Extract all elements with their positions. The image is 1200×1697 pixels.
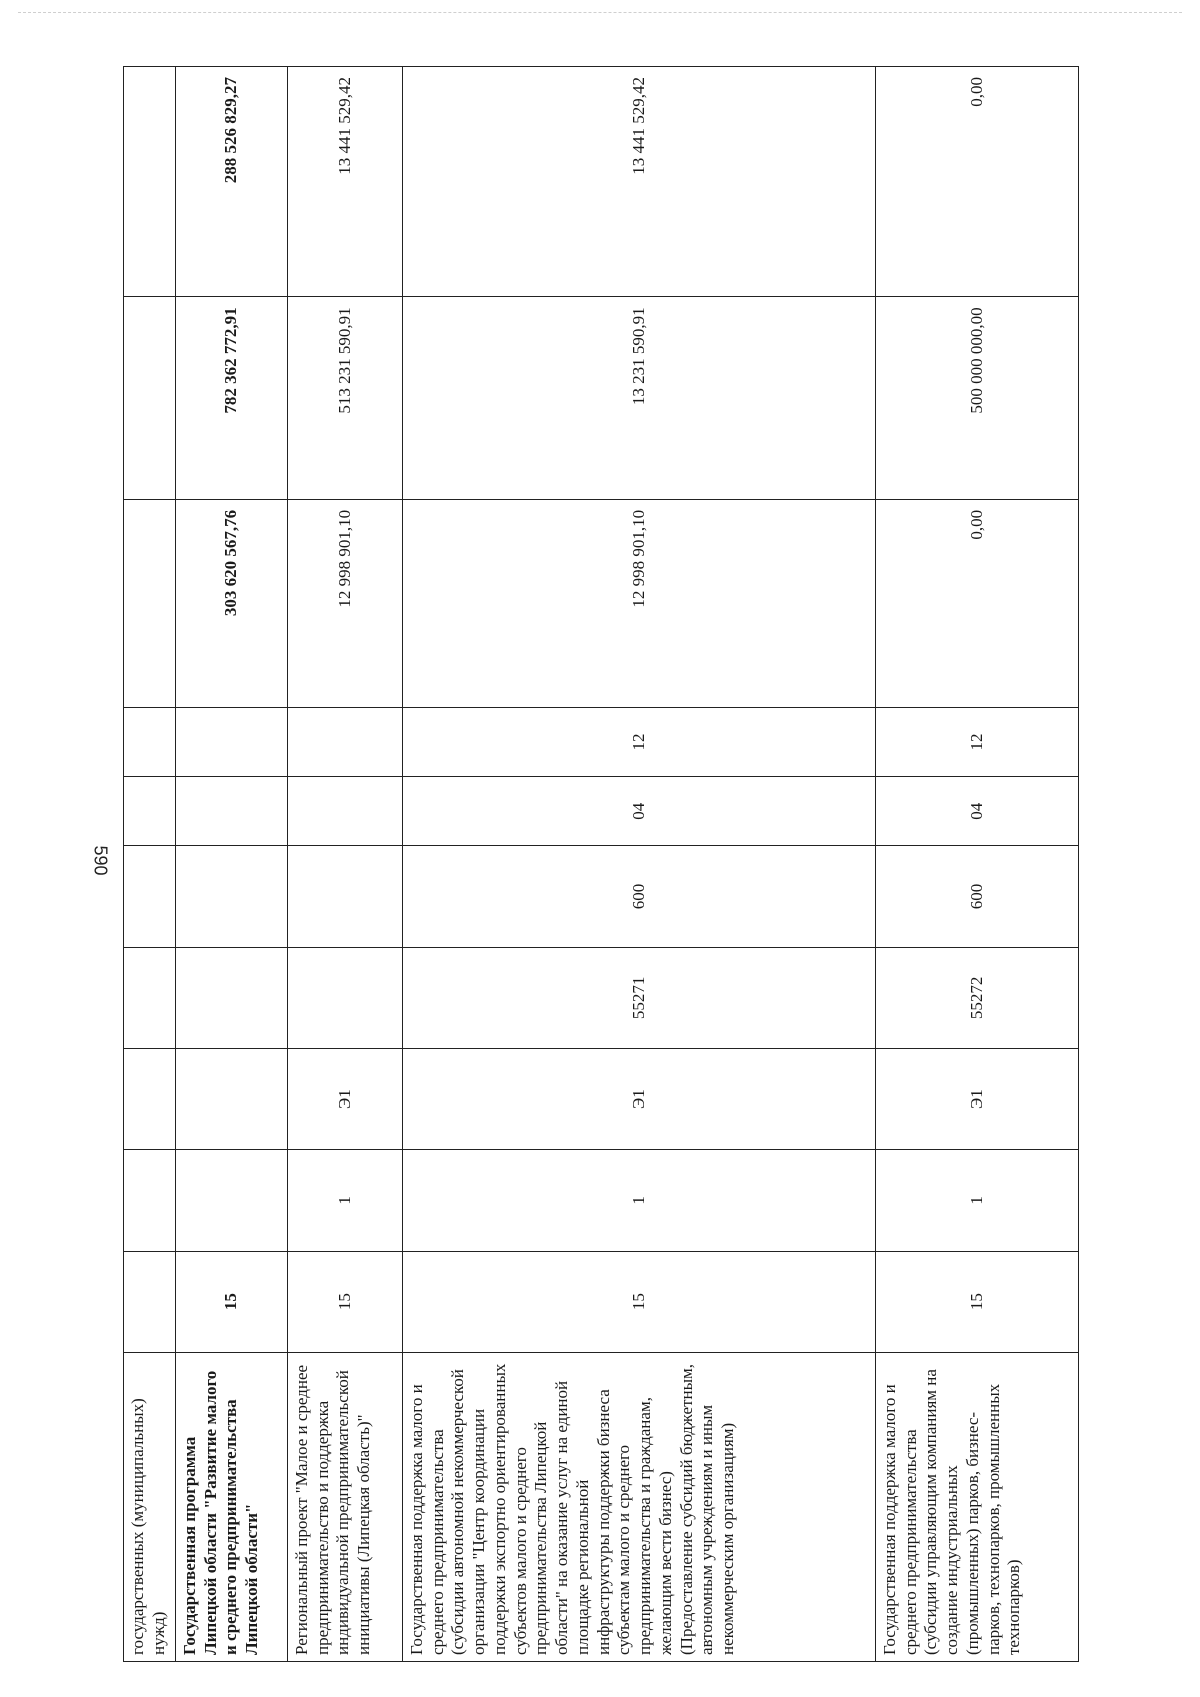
cell-amount-year3: 288 526 829,27	[176, 67, 288, 297]
cell-code-direction	[176, 947, 288, 1048]
table-row	[403, 67, 876, 1662]
table-row	[288, 67, 403, 1662]
row-name: Государственная поддержка малого и среднего предпринимательства (субсидии управляющим компаниям на создание индустриальных (промышленных) парков, бизнес-парков, технопарков, промышленных технопарков)	[876, 1352, 1079, 1661]
cell-code-project	[176, 1048, 288, 1149]
cell-amount-year1: 303 620 567,76	[176, 499, 288, 707]
cell-code-expense-type: 600	[876, 846, 1079, 947]
cell-code-program: 15	[403, 1251, 876, 1352]
cell-amount-year1: 0,00	[876, 499, 1079, 707]
page-number	[80, 845, 120, 876]
table-row	[124, 67, 176, 1662]
cell-amount-year2: 13 231 590,91	[403, 297, 876, 500]
cell-amount-year1	[124, 499, 176, 707]
cell-code-subsection: 12	[403, 707, 876, 776]
table-row	[176, 67, 288, 1662]
cell-amount-year2: 513 231 590,91	[288, 297, 403, 500]
cell-code-expense-type	[176, 846, 288, 947]
row-name: государственных (муниципальных) нужд)	[124, 1352, 176, 1661]
cell-code-section	[176, 777, 288, 846]
page-number-text: 590	[90, 845, 111, 876]
cell-code-section: 04	[876, 777, 1079, 846]
table-row	[876, 67, 1079, 1662]
row-name: Региональный проект "Малое и среднее предпринимательство и поддержка индивидуальной предпринимательской инициативы (Липецкая область)"	[288, 1352, 403, 1661]
cell-code-expense-type: 600	[403, 846, 876, 947]
cell-code-project: Э1	[876, 1048, 1079, 1149]
cell-code-subprogram: 1	[876, 1150, 1079, 1251]
cell-code-subsection	[288, 707, 403, 776]
cell-code-direction: 55272	[876, 947, 1079, 1048]
cell-code-project	[124, 1048, 176, 1149]
cell-code-program	[124, 1251, 176, 1352]
cell-amount-year3: 13 441 529,42	[288, 67, 403, 297]
cell-amount-year3	[124, 67, 176, 297]
cell-code-direction	[124, 947, 176, 1048]
cell-code-subprogram: 1	[288, 1150, 403, 1251]
cell-code-subprogram	[124, 1150, 176, 1251]
cell-code-direction: 55271	[403, 947, 876, 1048]
cell-code-program: 15	[876, 1251, 1079, 1352]
cell-amount-year2	[124, 297, 176, 500]
cell-amount-year1: 12 998 901,10	[288, 499, 403, 707]
row-name: Государственная программа Липецкой области "Развитие малого и среднего предпринимательства Липецкой области"	[176, 1352, 288, 1661]
row-name: Государственная поддержка малого и среднего предпринимательства (субсидии автономной некоммерческой организации "Центр координации поддержки экспортно ориентированных субъектов малого и среднего предпринимательства Липецкой области" на оказание услуг на единой площадке региональной инфраструктуры поддержки бизнеса субъектам малого и среднего предпринимательства и гражданам, желающим вести бизнес) (Предоставление субсидий бюджетным, автономным учреждениям и иным некоммерческим организациям)	[403, 1352, 876, 1661]
page-top-border	[18, 12, 1182, 13]
cell-code-direction	[288, 947, 403, 1048]
cell-code-section	[124, 777, 176, 846]
cell-code-project: Э1	[288, 1048, 403, 1149]
cell-amount-year1: 12 998 901,10	[403, 499, 876, 707]
cell-code-section	[288, 777, 403, 846]
cell-amount-year3: 13 441 529,42	[403, 67, 876, 297]
cell-code-expense-type	[124, 846, 176, 947]
cell-code-program: 15	[176, 1251, 288, 1352]
cell-code-subsection	[124, 707, 176, 776]
cell-code-expense-type	[288, 846, 403, 947]
cell-code-subprogram	[176, 1150, 288, 1251]
cell-code-program: 15	[288, 1251, 403, 1352]
cell-code-project: Э1	[403, 1048, 876, 1149]
cell-code-section: 04	[403, 777, 876, 846]
rotated-table-container	[123, 66, 1078, 1662]
cell-amount-year2: 782 362 772,91	[176, 297, 288, 500]
cell-amount-year2: 500 000 000,00	[876, 297, 1079, 500]
budget-table	[123, 66, 1079, 1662]
cell-code-subsection: 12	[876, 707, 1079, 776]
cell-code-subprogram: 1	[403, 1150, 876, 1251]
cell-code-subsection	[176, 707, 288, 776]
cell-amount-year3: 0,00	[876, 67, 1079, 297]
